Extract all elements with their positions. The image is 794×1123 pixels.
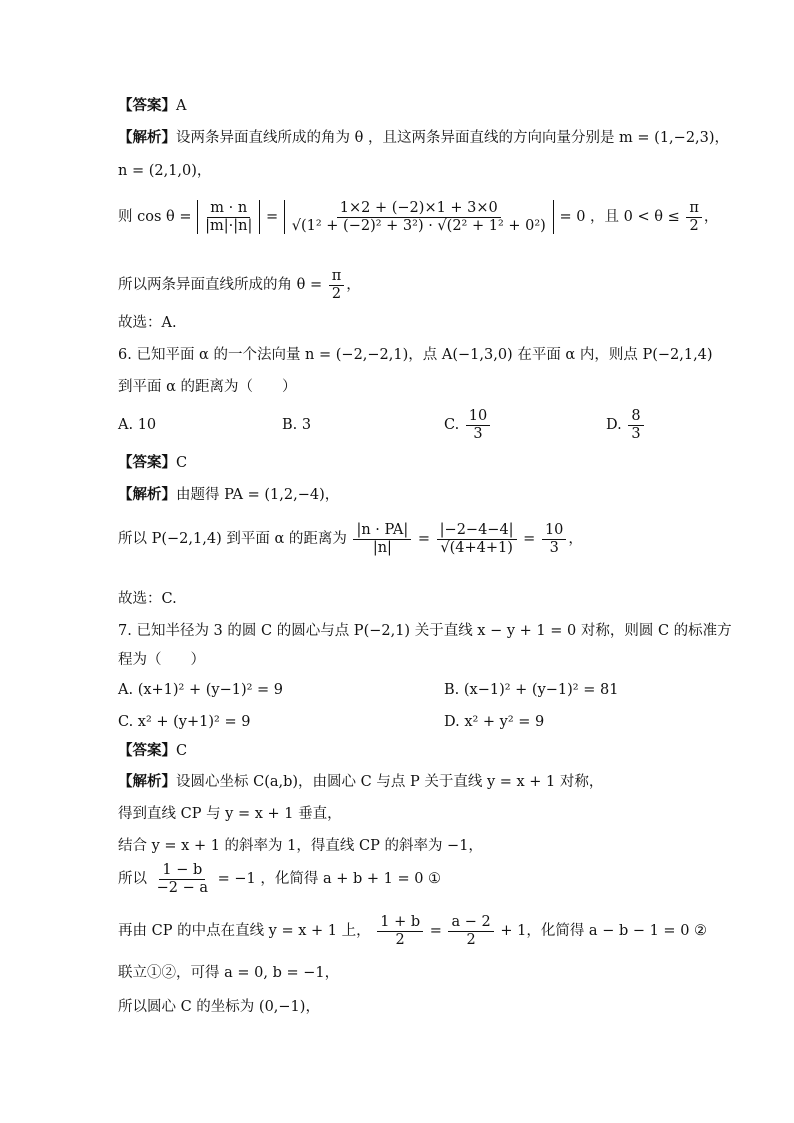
explanation-7-line-2: [118, 803, 694, 825]
answer-value: C: [176, 743, 188, 759]
fraction: [542, 522, 566, 556]
question-text: 程为（ ）: [118, 652, 205, 668]
fraction-numerator: 1×2 + (−2)×1 + 3×0: [337, 200, 501, 218]
fraction-denominator: 3: [473, 425, 483, 442]
option-b: B. 3: [282, 417, 312, 433]
option-d: [606, 408, 646, 442]
question-7-options: [118, 679, 698, 739]
explanation-6-line-1: [118, 484, 694, 506]
fraction-numerator: π: [329, 268, 345, 286]
fraction: [329, 268, 345, 302]
fraction-denominator: 3: [549, 539, 559, 556]
explanation-text: 所以: [118, 871, 147, 888]
choose-line-5: [118, 312, 694, 334]
fraction-denominator: √(1² + (−2)² + 3²) · √(2² + 1² + 0²): [291, 217, 546, 234]
explanation-text: + 1，化简得 a − b − 1 = 0 ②: [500, 923, 708, 940]
abs-value: [197, 200, 260, 234]
question-7-line-1: [118, 620, 732, 642]
fraction: [448, 914, 493, 948]
fraction: [466, 408, 490, 442]
explanation-text: 由题得 PA = (1,2,−4)，: [176, 487, 340, 503]
answer-line-6: [118, 452, 694, 474]
explanation-7-line-4: [118, 862, 694, 896]
explanation-text: 所以 P(−2,1,4) 到平面 α 的距离为: [118, 531, 347, 548]
fraction-numerator: 1 + b: [377, 914, 423, 932]
explanation-text: 得到直线 CP 与 y = x + 1 垂直，: [118, 806, 342, 822]
explanation-text: 设圆心坐标 C(a,b)，由圆心 C 与点 P 关于直线 y = x + 1 对称，: [176, 774, 604, 790]
fraction-denominator: |m|·|n|: [205, 217, 253, 234]
fraction-numerator: |−2−4−4|: [437, 522, 517, 540]
fraction-denominator: 2: [395, 931, 405, 948]
explanation-7-line-7: [118, 996, 694, 1018]
fraction-numerator: π: [686, 200, 702, 218]
explanation-5-line-3: 则 cos θ = $\frac{m \cdot n}{|m|\cdot|n|}$ = $\frac{1\times 2 + (-2)\times 1 + 3\times 0}{\text{√(1² + (−2)² + 3²) · √(2² + 1² + 0²)}}$ = 0 ，且 0 < θ ≤ $\frac{\pi}{2}$ ，: [118, 200, 719, 234]
fraction: [377, 914, 423, 948]
fraction-denominator: 2: [331, 285, 342, 302]
answer-line-5: [118, 95, 694, 117]
fraction-denominator: √(4+4+1): [440, 539, 513, 556]
answer-tag: 【答案】: [118, 454, 176, 471]
option-b: B. (x−1)² + (y−1)² = 81: [444, 682, 619, 698]
fraction-denominator: 2: [689, 217, 699, 234]
fraction-denominator: −2 − a: [156, 879, 208, 896]
choose-text: 故选：C.: [118, 591, 177, 607]
explanation-text: 设两条异面直线所成的角为 θ ，且这两条异面直线的方向向量分别是 m = (1,−2,3)，: [176, 130, 730, 146]
explanation-7-line-5: [118, 914, 708, 948]
fraction-numerator: 10: [542, 522, 566, 540]
explanation-5-line-1: [118, 127, 730, 149]
option-c: C. x² + (y+1)² = 9: [118, 714, 251, 730]
explanation-7-line-1: [118, 771, 694, 793]
option-d: D. x² + y² = 9: [444, 714, 545, 730]
fraction: [353, 522, 411, 556]
question-6-line-2: [118, 376, 694, 398]
fraction-numerator: m · n: [207, 200, 250, 218]
fraction-numerator: a − 2: [448, 914, 493, 932]
explanation-5-line-4: 所以两条异面直线所成的角 θ = $\frac{\pi}{2}$ ，: [118, 268, 361, 302]
explanation-text: n = (2,1,0)，: [118, 163, 212, 179]
fraction-numerator: 10: [466, 408, 490, 426]
choose-line-6: [118, 588, 694, 610]
explanation-6-line-2: 所以 P(−2,1,4) 到平面 α 的距离为 $\frac{|n \cdot PA|}{|n|}$ = $\frac{|-2-4-4|}{√(4+4+1)}$ = $\frac{10}{3}$ ，: [118, 522, 583, 556]
choose-text: 故选：A.: [118, 315, 177, 331]
fraction-numerator: 1 − b: [159, 862, 205, 880]
fraction: [289, 200, 549, 234]
fraction: [437, 522, 517, 556]
option-label: C.: [444, 417, 460, 434]
fraction: [628, 408, 643, 442]
fraction-denominator: 3: [631, 425, 641, 442]
question-7-line-2: [118, 649, 694, 671]
option-a: A. 10: [118, 417, 157, 433]
explanation-text: 所以圆心 C 的坐标为 (0,−1)，: [118, 999, 320, 1015]
abs-value: [284, 200, 554, 234]
fraction-numerator: |n · PA|: [353, 522, 411, 540]
option-c: [444, 408, 492, 442]
explanation-text: 联立①②，可得 a = 0, b = −1，: [118, 965, 340, 981]
option-label: D.: [606, 417, 622, 434]
question-6-options: [118, 408, 698, 448]
fraction: [686, 200, 702, 234]
answer-line-7: [118, 740, 694, 762]
explanation-tag: 【解析】: [118, 486, 176, 503]
fraction-denominator: |n|: [372, 539, 392, 556]
fraction-denominator: 2: [466, 931, 476, 948]
answer-tag: 【答案】: [118, 97, 176, 114]
question-text: 到平面 α 的距离为（ ）: [118, 379, 297, 395]
option-a: A. (x+1)² + (y−1)² = 9: [118, 682, 284, 698]
question-6-line-1: [118, 344, 713, 366]
explanation-tag: 【解析】: [118, 129, 176, 146]
formula-prefix: 则 cos θ =: [118, 209, 192, 226]
fraction: [154, 862, 211, 896]
question-text: 6. 已知平面 α 的一个法向量 n = (−2,−2,1)，点 A(−1,3,0) 在平面 α 内，则点 P(−2,1,4): [118, 347, 713, 363]
question-text: 7. 已知半径为 3 的圆 C 的圆心与点 P(−2,1) 关于直线 x − y + 1 = 0 对称，则圆 C 的标准方: [118, 623, 732, 639]
formula-suffix: = 0 ，且 0 < θ ≤: [559, 209, 680, 226]
explanation-text: 所以两条异面直线所成的角 θ =: [118, 277, 323, 294]
explanation-text: 结合 y = x + 1 的斜率为 1，得直线 CP 的斜率为 −1，: [118, 838, 483, 854]
fraction: [202, 200, 255, 234]
explanation-5-line-2: [118, 160, 694, 182]
answer-value: A: [176, 98, 187, 114]
explanation-text: = −1 ，化简得 a + b + 1 = 0 ①: [217, 871, 442, 888]
answer-tag: 【答案】: [118, 742, 176, 759]
explanation-7-line-6: [118, 962, 694, 984]
fraction-numerator: 8: [628, 408, 643, 426]
explanation-tag: 【解析】: [118, 773, 176, 790]
explanation-text: 再由 CP 的中点在直线 y = x + 1 上，: [118, 923, 371, 940]
equals-sign: =: [429, 923, 442, 940]
explanation-7-line-3: [118, 835, 694, 857]
answer-value: C: [176, 455, 188, 471]
